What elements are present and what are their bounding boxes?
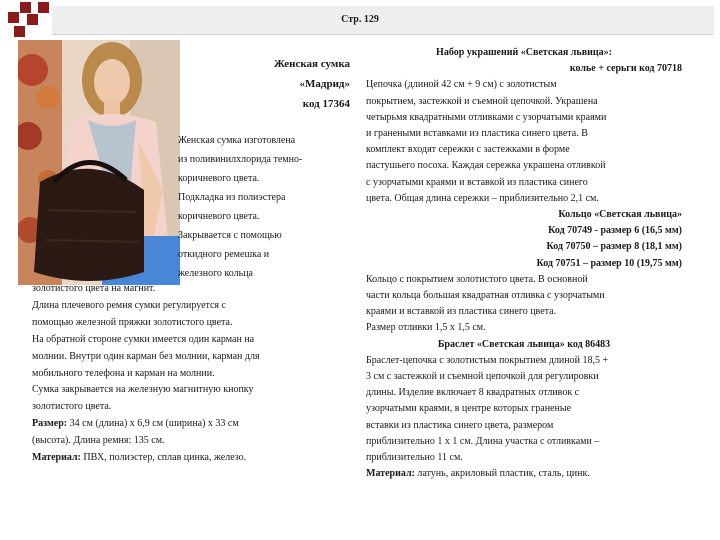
handbag-description-body bbox=[32, 281, 344, 467]
ring-code: Код 70750 – размер 8 (18,1 мм) bbox=[546, 241, 682, 253]
text-line: пастушьего посоха. Каждая сережка украшена отливкой bbox=[366, 160, 606, 172]
ring-code: Код 70751 – размер 10 (19,75 мм) bbox=[536, 257, 682, 269]
jewelry-column bbox=[366, 45, 682, 482]
text-line: мобильного телефона и карман на молнии. bbox=[32, 367, 215, 379]
jewelry-set-title: Набор украшений «Светская львица»: bbox=[436, 47, 612, 58]
text-line: откидного ремешка и bbox=[178, 249, 270, 260]
text-line: Сумка закрывается на железную магнитную кнопку bbox=[32, 384, 254, 396]
material-label: Материал: bbox=[32, 452, 81, 464]
handbag-description-wrap bbox=[178, 131, 358, 283]
text-line: золотистого цвета. bbox=[32, 401, 112, 413]
size-value: 34 см (длина) х 6,9 см (ширина) х 33 см bbox=[67, 418, 239, 430]
text-line: Закрывается с помощью bbox=[178, 230, 282, 241]
size-line bbox=[32, 416, 344, 433]
material-value: латунь, акриловый пластик, сталь, цинк. bbox=[414, 468, 590, 480]
text-line: краями и вставкой из пластика синего цвета. bbox=[366, 306, 557, 318]
text-line: приблизительно 1 х 1 см. Длина участка с отливками – bbox=[366, 435, 600, 447]
text-line: помощью железной пряжки золотистого цвета. bbox=[32, 316, 233, 328]
text-line: Подкладка из полиэстера bbox=[178, 192, 286, 203]
text-line: молнии. Внутри один карман без молнии, карман для bbox=[32, 350, 260, 362]
material-line bbox=[32, 450, 344, 467]
text-line: золотистого цвета на магнит. bbox=[32, 283, 156, 294]
text-line: длины. Изделие включает 8 квадратных отливок с bbox=[366, 387, 580, 399]
text-line: вставки из пластика синего цвета, размером bbox=[366, 419, 554, 431]
jewelry-set-code: колье + серьги код 70718 bbox=[569, 63, 682, 75]
page-number: Стр. 129 bbox=[341, 14, 379, 25]
text-line: Цепочка (длиной 42 см + 9 см) с золотистым bbox=[366, 79, 557, 91]
text-line: коричневого цвета. bbox=[178, 211, 260, 222]
text-line: На обратной стороне сумки имеется один карман на bbox=[32, 333, 255, 345]
handbag-title bbox=[200, 54, 350, 114]
text-line: Женская сумка изготовлена bbox=[178, 135, 296, 146]
ring-title: Кольцо «Светская львица» bbox=[558, 209, 682, 221]
handbag-title-line: Женская сумка bbox=[273, 58, 350, 70]
text-line: узорчатыми краями, в центре которых граненые bbox=[366, 403, 572, 415]
text-line: и гранеными вставками из пластика синего цвета. В bbox=[366, 128, 588, 140]
material-line bbox=[366, 466, 682, 482]
text-line: (высота). Длина ремня: 135 см. bbox=[32, 435, 165, 447]
text-line: из поливинилхлорида темно- bbox=[178, 154, 303, 165]
text-line: цвета. Общая длина сережки – приблизительно 2,1 см. bbox=[366, 192, 599, 204]
bracelet-title: Браслет «Светская львица» код 86483 bbox=[437, 338, 611, 350]
material-value: ПВХ, полиэстер, сплав цинка, железо. bbox=[80, 452, 247, 464]
text-line: части кольца большая квадратная отливка с узорчатыми bbox=[366, 290, 605, 302]
text-line: покрытием, застежкой и съемной цепочкой. Украшена bbox=[366, 95, 598, 107]
text-line: Кольцо с покрытием золотистого цвета. В основной bbox=[366, 273, 588, 285]
text-line: Браслет-цепочка с золотистым покрытием длиной 18,5 + bbox=[366, 354, 609, 366]
size-label: Размер: bbox=[32, 418, 68, 430]
text-line: приблизительно 11 см. bbox=[366, 452, 463, 464]
ring-code: Код 70749 - размер 6 (16,5 мм) bbox=[548, 225, 682, 237]
handbag-title-line: «Мадрид» bbox=[299, 78, 350, 90]
material-label: Материал: bbox=[366, 468, 415, 480]
text-line: железного кольца bbox=[178, 268, 253, 279]
text-line: четырьмя квадратными отливками с узорчатыми краями bbox=[366, 111, 607, 123]
text-line: коричневого цвета. bbox=[178, 173, 260, 184]
text-line: Длина плечевого ремня сумки регулируется с bbox=[32, 299, 226, 311]
product-photo bbox=[18, 40, 180, 285]
text-line: комплект входят сережки с застежками в форме bbox=[366, 144, 570, 156]
text-line: с узорчатыми краями и вставкой из пластика синего bbox=[366, 176, 588, 188]
text-line: Размер отливки 1,5 х 1,5 см. bbox=[366, 322, 486, 334]
text-line: 3 см с застежкой и съемной цепочкой для регулировки bbox=[366, 371, 599, 383]
handbag-code: код 17364 bbox=[302, 98, 350, 110]
